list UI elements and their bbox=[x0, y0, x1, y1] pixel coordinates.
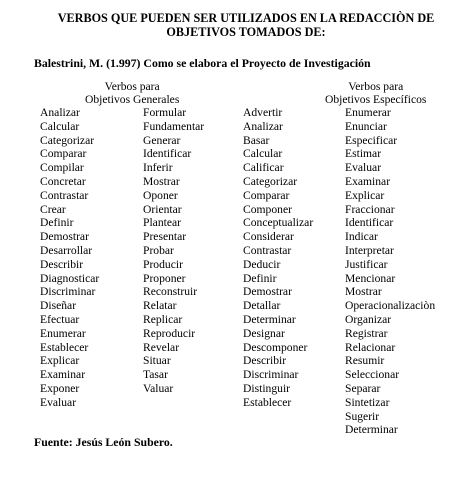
verb-item: Formular bbox=[143, 106, 187, 119]
verb-item: Distinguir bbox=[243, 381, 291, 395]
verb-item: Examinar bbox=[40, 368, 86, 382]
verb-item: Crear bbox=[40, 202, 66, 216]
verb-item: Comparar bbox=[40, 147, 87, 161]
verb-item: Producir bbox=[143, 257, 183, 271]
general-verbs-column-1 bbox=[40, 106, 99, 410]
verb-item: Determinar bbox=[243, 312, 296, 326]
verb-item: Interpretar bbox=[345, 243, 394, 257]
verb-item: Considerar bbox=[243, 230, 294, 244]
verb-item: Enumerar bbox=[345, 106, 391, 119]
verb-item: Discriminar bbox=[243, 368, 299, 382]
general-header-line-1: Verbos para bbox=[104, 80, 160, 93]
verb-item: Evaluar bbox=[345, 161, 382, 175]
verb-item: Contrastar bbox=[243, 243, 292, 257]
verb-item: Efectuar bbox=[40, 312, 80, 326]
verb-item: Definir bbox=[243, 271, 277, 285]
verb-item: Analizar bbox=[243, 119, 283, 133]
specific-header-line-1: Verbos para bbox=[348, 80, 404, 93]
title-line-2: OBJETIVOS TOMADOS DE: bbox=[166, 25, 326, 39]
verb-item: Fundamentar bbox=[143, 119, 205, 133]
verb-item: Establecer bbox=[243, 395, 292, 409]
verb-item: Registrar bbox=[345, 326, 388, 340]
specific-verbs-column-1 bbox=[243, 106, 313, 410]
verb-item: Plantear bbox=[143, 216, 181, 230]
verb-item: Describir bbox=[40, 257, 84, 271]
verb-item: Designar bbox=[243, 326, 285, 340]
verb-item: Calcular bbox=[243, 147, 283, 161]
verb-item: Advertir bbox=[243, 106, 283, 119]
verb-item: Separar bbox=[345, 381, 381, 395]
verb-item: Calcular bbox=[40, 119, 80, 133]
verb-item: Especificar bbox=[345, 133, 398, 147]
verb-item: Definir bbox=[40, 216, 74, 230]
verb-item: Analizar bbox=[40, 106, 80, 119]
verb-item: Deducir bbox=[243, 257, 281, 271]
general-verbs-column-2 bbox=[143, 106, 204, 396]
general-header-line-2: Objetivos Generales bbox=[85, 93, 180, 106]
verb-item: Determinar bbox=[345, 423, 398, 437]
verb-item: Comparar bbox=[243, 188, 290, 202]
verb-item: Oponer bbox=[143, 188, 178, 202]
verb-item: Examinar bbox=[345, 174, 391, 188]
verb-item: Organizar bbox=[345, 312, 392, 326]
verb-item: Evaluar bbox=[40, 395, 77, 409]
verb-item: Basar bbox=[243, 133, 270, 147]
verb-item: Reproducir bbox=[143, 326, 196, 340]
verb-item: Seleccionar bbox=[345, 368, 400, 382]
general-objectives-header bbox=[85, 80, 179, 106]
verb-item: Valuar bbox=[143, 381, 174, 395]
verb-item: Reconstruir bbox=[143, 285, 198, 299]
verb-item: Revelar bbox=[143, 340, 180, 354]
specific-objectives-header bbox=[325, 80, 426, 106]
verb-item: Diagnosticar bbox=[40, 271, 100, 285]
verb-item: Categorizar bbox=[243, 174, 298, 188]
verb-item: Proponer bbox=[143, 271, 186, 285]
verb-item: Componer bbox=[243, 202, 292, 216]
verb-item: Inferir bbox=[143, 161, 173, 175]
verb-item: Tasar bbox=[143, 368, 168, 382]
verb-item: Sugerir bbox=[345, 409, 380, 423]
verb-item: Detallar bbox=[243, 299, 281, 313]
verb-item: Mostrar bbox=[345, 285, 382, 299]
verb-item: Relatar bbox=[143, 299, 177, 313]
verb-item: Discriminar bbox=[40, 285, 96, 299]
verb-item: Explicar bbox=[40, 354, 80, 368]
verb-item: Exponer bbox=[40, 381, 80, 395]
verb-item: Establecer bbox=[40, 340, 89, 354]
verb-item: Conceptualizar bbox=[243, 216, 314, 230]
verb-item: Operacionalizaciòn bbox=[345, 299, 436, 313]
source-note: Fuente: Jesús León Subero. bbox=[34, 435, 173, 449]
verb-item: Categorizar bbox=[40, 133, 95, 147]
verb-item: Indicar bbox=[345, 230, 378, 244]
verb-item: Enumerar bbox=[40, 326, 86, 340]
verb-item: Enunciar bbox=[345, 119, 387, 133]
verb-item: Desarrollar bbox=[40, 243, 93, 257]
verb-item: Describir bbox=[243, 354, 287, 368]
verb-item: Generar bbox=[143, 133, 181, 147]
verb-item: Mencionar bbox=[345, 271, 396, 285]
specific-verbs-column-2 bbox=[345, 106, 435, 437]
verb-item: Situar bbox=[143, 354, 171, 368]
verb-item: Fraccionar bbox=[345, 202, 395, 216]
verb-item: Descomponer bbox=[243, 340, 308, 354]
verb-item: Mostrar bbox=[143, 174, 180, 188]
verb-item: Diseñar bbox=[40, 299, 77, 313]
verb-item: Concretar bbox=[40, 174, 86, 188]
verb-item: Explicar bbox=[345, 188, 385, 202]
verb-item: Sintetizar bbox=[345, 395, 390, 409]
verb-item: Identificar bbox=[345, 216, 394, 230]
verb-item: Relacionar bbox=[345, 340, 396, 354]
verb-item: Probar bbox=[143, 243, 174, 257]
verb-item: Estimar bbox=[345, 147, 382, 161]
verb-item: Contrastar bbox=[40, 188, 89, 202]
verb-item: Resumir bbox=[345, 354, 385, 368]
verb-item: Justificar bbox=[345, 257, 388, 271]
verb-item: Orientar bbox=[143, 202, 182, 216]
verb-item: Presentar bbox=[143, 230, 187, 244]
verb-item: Demostrar bbox=[40, 230, 89, 244]
verb-item: Compilar bbox=[40, 161, 84, 175]
citation: Balestrini, M. (1.997) Como se elabora el Proyecto de Investigación bbox=[34, 56, 371, 70]
verb-item: Demostrar bbox=[243, 285, 292, 299]
document-title bbox=[20, 11, 472, 39]
title-line-1: VERBOS QUE PUEDEN SER UTILIZADOS EN LA REDACCIÒN DE bbox=[57, 11, 435, 25]
verb-item: Calificar bbox=[243, 161, 284, 175]
specific-header-line-2: Objetivos Específicos bbox=[325, 93, 427, 106]
verb-item: Identificar bbox=[143, 147, 192, 161]
verb-item: Replicar bbox=[143, 312, 183, 326]
